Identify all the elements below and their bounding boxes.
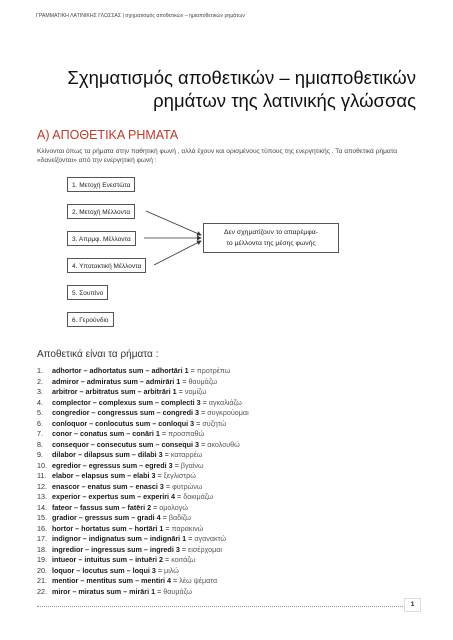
principal-parts: intueor – intuitus sum – intuēri 2 xyxy=(52,555,164,564)
section-heading: Α) ΑΠΟΘΕΤΙΚΑ ΡΗΜΑΤΑ xyxy=(37,128,179,142)
arrow-future-subjunctive xyxy=(154,241,201,265)
list-item-number: 8. xyxy=(37,439,43,449)
list-item: 4. complector – complexus sum – complecti 3 = αγκαλιάζω xyxy=(37,397,242,407)
list-item-number: 6. xyxy=(37,418,43,428)
greek-gloss: βγαίνω xyxy=(180,460,204,470)
principal-parts: fateor – fassus sum – fatēri 2 xyxy=(52,502,152,512)
arrow-future-participle xyxy=(146,211,201,235)
list-item-number: 22. xyxy=(37,586,47,596)
diagram-callout xyxy=(203,223,339,253)
principal-parts: experior – expertus sum – experiri 4 xyxy=(52,492,176,501)
greek-gloss: παρακινώ xyxy=(171,523,204,533)
diagram-box-future-subjunctive: 4. Υποτακτική Μέλλοντα xyxy=(67,258,146,273)
greek-gloss: ομολογώ xyxy=(159,502,188,512)
list-item: 22. miror – miratus sum – mirāri 1 = θαυμάζω xyxy=(37,586,192,596)
running-header: ΓΡΑΜΜΑΤΙΚΗ ΛΑΤΙΝΙΚΗΣ ΓΛΩΣΣΑΣ | σχηματισμός αποθετικών – ημιαποθετικών ρημάτων xyxy=(36,13,245,19)
list-item: 17. indignor – indignatus sum – indignāri 1 = αγανακτώ xyxy=(37,534,226,543)
list-item-number: 9. xyxy=(37,450,43,459)
list-item: 7. conor – conatus sum – conāri 1 = προσπαθώ xyxy=(37,429,205,438)
principal-parts: adhortor – adhortatus sum – adhortāri 1 xyxy=(52,366,189,375)
greek-gloss: δοκιμάζω xyxy=(183,492,214,501)
list-item-number: 1. xyxy=(37,366,43,375)
list-item-number: 21. xyxy=(37,576,47,585)
principal-parts: dilabor – dilapsus sum – dilabi 3 xyxy=(52,450,163,459)
list-item-number: 17. xyxy=(37,534,47,543)
greek-gloss: μιλώ xyxy=(164,565,179,575)
intro-paragraph: Κλίνονται όπως τα ρήματα στην παθητική φωνή , αλλά έχουν και ορισμένους τύπους της ενεργητικής . Τα αποθετικά ρήματα «δανείζονται» από την ενεργητική φωνή : xyxy=(37,148,398,165)
list-item: 13. experior – expertus sum – experiri 4 = δοκιμάζω xyxy=(37,492,214,501)
diagram-box-future-infinitive: 3. Απρμφ. Μέλλοντα xyxy=(67,231,136,246)
principal-parts: ingredior – ingressus sum – ingredi 3 xyxy=(52,544,180,554)
list-item-number: 4. xyxy=(37,397,43,407)
list-heading: Αποθετικά είναι τα ρήματα : xyxy=(37,349,159,360)
list-item: 11. elabor – elapsus sum – elabi 3 = ξεγλιστρώ xyxy=(37,471,196,480)
list-item: 8. consequor – consecutus sum – consequi 3 = ακολουθώ xyxy=(37,439,240,449)
list-item-number: 2. xyxy=(37,376,43,386)
list-item-number: 7. xyxy=(37,429,43,438)
deponent-verbs-list xyxy=(37,366,249,597)
principal-parts: miror – miratus sum – mirāri 1 xyxy=(52,586,156,596)
list-item-number: 16. xyxy=(37,523,47,533)
principal-parts: congredior – congressus sum – congredi 3 xyxy=(52,408,199,417)
greek-gloss: εισέρχομαι xyxy=(188,544,223,554)
list-item: 1. adhortor – adhortatus sum – adhortāri 1 = προτρέπω xyxy=(37,366,231,375)
greek-gloss: νομίζω xyxy=(184,387,207,396)
list-item: 14. fateor – fassus sum – fatēri 2 = ομολογώ xyxy=(37,502,188,512)
diagram-box-supine: 5. Σουπίνο xyxy=(67,285,108,300)
list-item-number: 5. xyxy=(37,408,43,417)
greek-gloss: κοιτάζω xyxy=(171,555,196,564)
principal-parts: complector – complexus sum – complecti 3 xyxy=(52,397,201,407)
greek-gloss: συγκρούομαι xyxy=(207,408,249,417)
list-item: 10. egredior – egressus sum – egredi 3 = βγαίνω xyxy=(37,460,204,470)
principal-parts: conor – conatus sum – conāri 1 xyxy=(52,429,160,438)
greek-gloss: συζητώ xyxy=(202,418,227,428)
greek-gloss: προτρέπω xyxy=(196,366,231,375)
greek-gloss: ακολουθώ xyxy=(207,439,240,449)
principal-parts: conloquor – conlocutus sum – conloqui 3 xyxy=(52,418,195,428)
list-item: 12. enascor – enatus sum – enasci 3 = φυτρώνω xyxy=(37,481,203,491)
list-item: 9. dilabor – dilapsus sum – dilabi 3 = καταρρέω xyxy=(37,450,203,459)
list-item-number: 20. xyxy=(37,565,47,575)
list-item: 15. gradior – gressus sum – gradi 4 = βαδίζω xyxy=(37,513,192,522)
principal-parts: elabor – elapsus sum – elabi 3 xyxy=(52,471,156,480)
diagram-box-gerund: 6. Γερούνδιο xyxy=(67,312,114,327)
diagram-box-present-participle: 1. Μετοχή Ενεστώτα xyxy=(67,177,135,192)
greek-gloss: φυτρώνω xyxy=(172,481,203,491)
principal-parts: mentior – mentitus sum – mentiri 4 xyxy=(52,576,172,585)
diagram-box-future-participle: 2. Μετοχή Μέλλοντα xyxy=(67,204,135,219)
list-item: 2. admiror – admiratus sum – admirāri 1 = θαυμάζω xyxy=(37,376,218,386)
list-item-number: 13. xyxy=(37,492,47,501)
list-item: 19. intueor – intuitus sum – intuēri 2 = κοιτάζω xyxy=(37,555,196,564)
callout-line-1: Δεν σχηματίζουν το απαρέμφα- xyxy=(224,229,318,236)
greek-gloss: αγανακτώ xyxy=(194,534,226,543)
principal-parts: gradior – gressus sum – gradi 4 xyxy=(52,513,161,522)
principal-parts: hortor – hortatus sum – hortāri 1 xyxy=(52,523,164,533)
list-item-number: 19. xyxy=(37,555,47,564)
list-item: 3. arbitror – arbitratus sum – arbitrāri 1 = νομίζω xyxy=(37,387,207,396)
list-item-number: 10. xyxy=(37,460,47,470)
page-number: 1 xyxy=(404,598,421,612)
principal-parts: loquor – locutus sum – loqui 3 xyxy=(52,565,156,575)
list-item: 6. conloquor – conlocutus sum – conloqui 3 = συζητώ xyxy=(37,418,227,428)
principal-parts: indignor – indignatus sum – indignāri 1 xyxy=(52,534,187,543)
principal-parts: consequor – consecutus sum – consequi 3 xyxy=(52,439,199,449)
callout-line-2: το μέλλοντα της μέσης φωνής xyxy=(226,240,316,247)
page-title-line-1: Σχηματισμός αποθετικών – ημιαποθετικών xyxy=(67,67,416,89)
list-item-number: 12. xyxy=(37,481,47,491)
list-item-number: 18. xyxy=(37,544,47,554)
greek-gloss: θαυμάζω xyxy=(163,586,192,596)
list-item: 18. ingredior – ingressus sum – ingredi 3 = εισέρχομαι xyxy=(37,544,223,554)
list-item: 16. hortor – hortatus sum – hortāri 1 = παρακινώ xyxy=(37,523,204,533)
list-item-number: 15. xyxy=(37,513,47,522)
list-item-number: 11. xyxy=(37,471,47,480)
principal-parts: admiror – admiratus sum – admirāri 1 xyxy=(52,376,181,386)
principal-parts: enascor – enatus sum – enasci 3 xyxy=(52,481,164,491)
greek-gloss: αγκαλιάζω xyxy=(208,397,242,407)
footer-divider xyxy=(37,606,419,607)
greek-gloss: καταρρέω xyxy=(170,450,203,459)
list-item: 20. loquor – locutus sum – loqui 3 = μιλώ xyxy=(37,565,179,575)
page-title-line-2: ρημάτων της λατινικής γλώσσας xyxy=(153,90,416,112)
principal-parts: arbitror – arbitratus sum – arbitrāri 1 xyxy=(52,387,177,396)
list-item-number: 14. xyxy=(37,502,47,512)
list-item-number: 3. xyxy=(37,387,43,396)
principal-parts: egredior – egressus sum – egredi 3 xyxy=(52,460,173,470)
list-item: 5. congredior – congressus sum – congredi 3 = συγκρούομαι xyxy=(37,408,249,417)
greek-gloss: ξεγλιστρώ xyxy=(163,471,196,480)
list-item: 21. mentior – mentitus sum – mentiri 4 = λέω ψέματα xyxy=(37,576,218,585)
greek-gloss: θαυμάζω xyxy=(188,376,218,386)
greek-gloss: βαδίζω xyxy=(168,513,192,522)
greek-gloss: προσπαθώ xyxy=(168,429,205,438)
greek-gloss: λέω ψέματα xyxy=(179,576,218,585)
